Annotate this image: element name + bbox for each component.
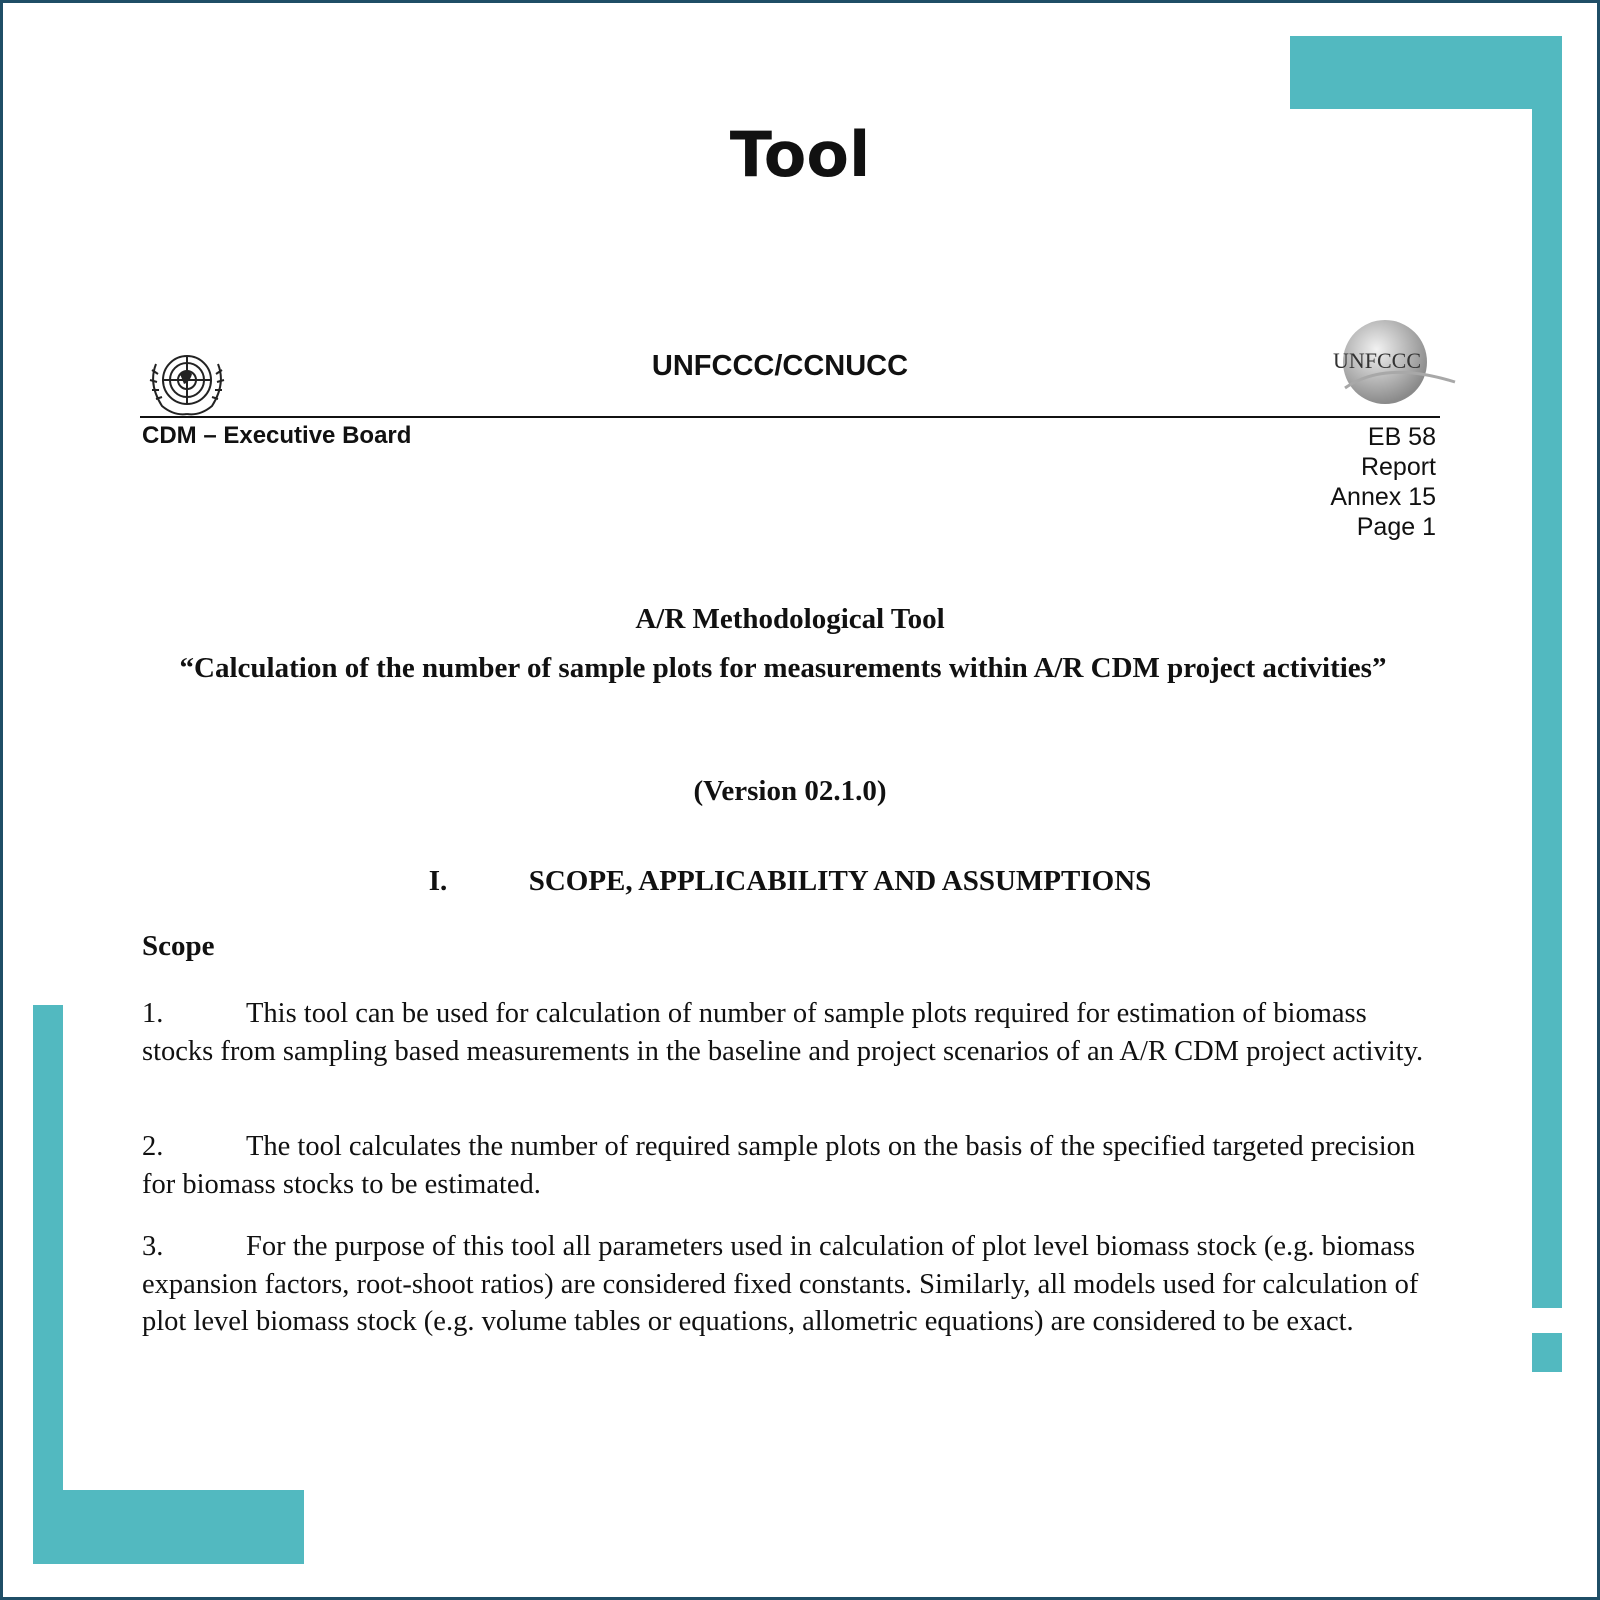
subheading: Scope	[142, 930, 215, 962]
unfccc-logo-text: UNFCCC	[1333, 348, 1422, 373]
paragraph-number: 2.	[142, 1131, 164, 1162]
section-number: I.	[428, 865, 448, 897]
accent-bar-top	[1290, 36, 1562, 109]
organization-name: UNFCCC/CCNUCC	[651, 350, 909, 382]
document-page	[140, 320, 1440, 1430]
meta-type: Report	[1360, 453, 1436, 481]
paragraph-2	[142, 1128, 1432, 1203]
meta-meeting: EB 58	[1367, 423, 1436, 451]
paragraph-3	[142, 1228, 1432, 1341]
accent-bar-bottom	[33, 1490, 304, 1564]
paragraph-number: 3.	[142, 1231, 164, 1262]
paragraph-text: This tool can be used for calculation of number of sample plots required for estimation of biomass stocks from sampling based measurements in the baseline and project scenarios of an A/R CDM project activity.	[142, 998, 1424, 1067]
section-heading	[140, 865, 1440, 898]
meta-page: Page 1	[1356, 513, 1436, 541]
paragraph-text: For the purpose of this tool all parameters used in calculation of plot level biomass stock (e.g. biomass expansion factors, root-shoot ratios) are considered fixed constants. Similarly, all models used for calculation of plot level biomass stock (e.g. volume tables or equations, allometric equations) are considered to be exact.	[142, 1231, 1419, 1337]
section-title: SCOPE, APPLICABILITY AND ASSUMPTIONS	[528, 865, 1152, 897]
meta-annex: Annex 15	[1330, 483, 1436, 511]
accent-bar-right	[1532, 36, 1562, 1308]
version: (Version 02.1.0)	[693, 775, 887, 807]
paragraph-1	[142, 995, 1432, 1070]
accent-block-right	[1532, 1333, 1562, 1372]
document-heading: A/R Methodological Tool	[635, 603, 945, 635]
board-name: CDM – Executive Board	[142, 422, 412, 449]
paragraph-number: 1.	[142, 998, 164, 1029]
accent-bar-left	[33, 1005, 63, 1564]
header-rule	[140, 416, 1440, 418]
unfccc-logo-icon	[1315, 320, 1465, 410]
paragraph-text: The tool calculates the number of required sample plots on the basis of the specified targeted precision for biomass stocks to be estimated.	[142, 1131, 1416, 1200]
document-meta	[1330, 422, 1436, 542]
slide-title: Tool	[729, 118, 871, 191]
tool-title: “Calculation of the number of sample plots for measurements within A/R CDM project activities”	[179, 652, 1387, 684]
